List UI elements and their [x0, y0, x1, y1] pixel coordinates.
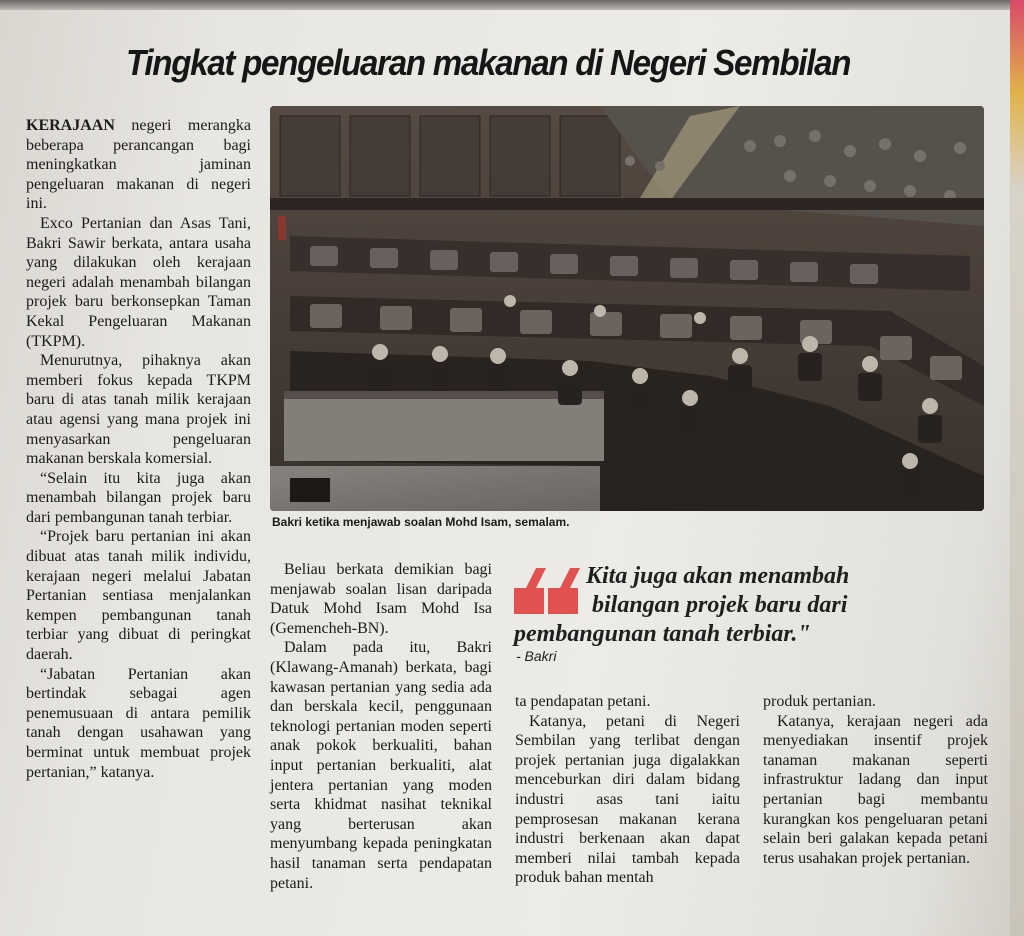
paragraph-text: negeri merangka beberapa perancangan bagi meningkatkan jaminan pengeluaran makanan di negeri ini. [26, 117, 251, 213]
paragraph: “Jabatan Pertanian akan bertindak sebagai agen penemusuaan di antara pemilik tanah dengan usahawan yang berminat untuk membuat projek pertanian,” katanya. [26, 665, 251, 781]
quote-line: pembangunan tanah terbiar." [514, 621, 811, 647]
pull-quote-text [514, 562, 944, 649]
paragraph: Katanya, petani di Negeri Sembilan yang terlibat dengan projek pertanian juga digalakkan menceburkan diri dalam bidang industri asas tani iaitu pemprosesan makanan kerana industri berkenaan akan dapat memberi nilai tambah kepada produk bahan mentah [515, 712, 740, 887]
paragraph: produk pertanian. [763, 693, 876, 710]
paragraph: Menurutnya, pihaknya akan memberi fokus kepada TKPM baru di atas tanah milik kerajaan atau agensi yang mana projek ini menyasarkan pengeluaran makanan berskala komersial. [26, 352, 251, 468]
article-column-3 [515, 692, 740, 888]
pull-quote [514, 562, 944, 672]
quote-author: - Bakri [516, 648, 557, 664]
photo-caption: Bakri ketika menjawab soalan Mohd Isam, semalam. [272, 515, 570, 529]
page-right-edge [1010, 0, 1024, 936]
paragraph: “Projek baru pertanian ini akan dibuat atas tanah milik individu, kerajaan negeri melalui Jabatan Pertanian sentiasa menjalankan kempen pembangunan tanah terbiar yang dibuat di peringkat daerah. [26, 528, 251, 664]
assembly-hall-photo [270, 106, 984, 511]
photo-illustration [270, 106, 984, 511]
article-column-2 [270, 560, 492, 893]
article-column-4 [763, 692, 988, 868]
page-top-edge [0, 0, 1024, 10]
lead-word: KERAJAAN [26, 117, 115, 134]
paragraph: Exco Pertanian dan Asas Tani, Bakri Sawir berkata, antara usaha yang dilakukan oleh kerajaan negeri adalah menambah bilangan projek baru berkonsepkan Taman Kekal Pengeluaran Makanan (TKPM). [26, 214, 251, 350]
article-column-1 [26, 116, 251, 782]
paragraph: ta pendapatan petani. [515, 693, 651, 710]
quote-line: bilangan projek baru dari [592, 592, 848, 618]
paragraph: Beliau berkata demikian bagi menjawab soalan lisan daripada Datuk Mohd Isam Mohd Isa (Gemencheh-BN). [270, 561, 492, 637]
paragraph [26, 116, 251, 214]
paragraph: Dalam pada itu, Bakri (Klawang-Amanah) berkata, bagi kawasan pertanian yang sedia ada dan berskala kecil, penggunaan teknologi pertanian moden seperti anak pokok berkualiti, bahan input pertanian berkualiti, alat jentera pertanian yang moden serta khidmat nasihat teknikal yang berterusan akan menyumbang kepada peningkatan hasil tanaman serta pendapatan petani. [270, 639, 492, 892]
paragraph: “Selain itu kita juga akan menambah bilangan projek baru dari pembangunan tanah terbiar. [26, 469, 251, 526]
article-headline: Tingkat pengeluaran makanan di Negeri Sembilan [126, 42, 851, 83]
paragraph: Katanya, kerajaan negeri ada menyediakan insentif projek tanaman makanan seperti infrastruktur ladang dan input pertanian bagi membantu kurangkan kos pengeluaran petani selain beri galakan kepada petani terus usahakan projek pertanian. [763, 712, 988, 867]
quote-line: Kita juga akan menambah [586, 563, 850, 589]
